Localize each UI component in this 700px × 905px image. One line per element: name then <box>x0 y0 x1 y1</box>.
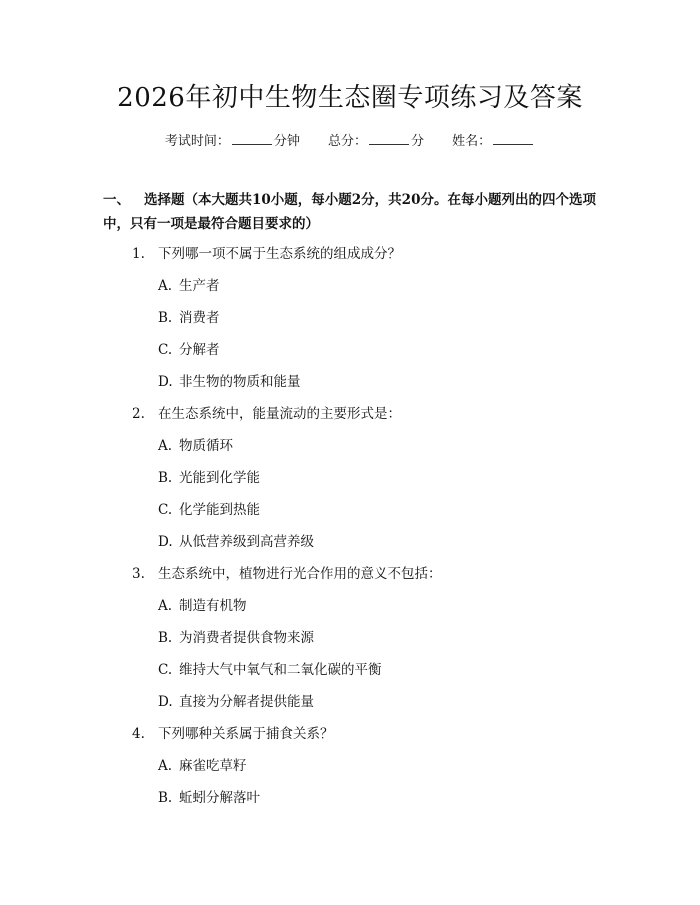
option-letter: A. <box>158 278 173 294</box>
option-a <box>0 430 700 462</box>
total-score-unit: 分 <box>411 134 425 149</box>
option-d <box>0 686 700 718</box>
option-letter: B. <box>158 310 173 326</box>
option-a <box>0 590 700 622</box>
option-letter: D. <box>158 534 173 550</box>
option-b <box>0 622 700 654</box>
option-letter: B. <box>158 630 173 646</box>
option-d <box>0 366 700 398</box>
question-number: 1. <box>132 246 145 262</box>
option-text: 分解者 <box>179 342 220 358</box>
question-3 <box>0 558 700 718</box>
total-score-blank <box>369 130 409 145</box>
question-stem <box>0 558 700 590</box>
question-stem <box>0 398 700 430</box>
question-number: 4. <box>132 726 145 742</box>
question-number: 3. <box>132 566 145 582</box>
option-a <box>0 270 700 302</box>
option-text: 制造有机物 <box>179 598 247 614</box>
option-text: 麻雀吃草籽 <box>179 758 247 774</box>
exam-meta <box>0 130 700 152</box>
option-text: 物质循环 <box>179 438 233 454</box>
exam-time-unit: 分钟 <box>273 134 300 149</box>
option-letter: C. <box>158 662 173 678</box>
option-text: 维持大气中氧气和二氧化碳的平衡 <box>179 662 382 678</box>
question-stem <box>0 718 700 750</box>
student-name-label: 姓名： <box>452 134 492 149</box>
section-heading <box>103 188 603 236</box>
section-text: 选择题（本大题共10小题，每小题2分，共20分。在每小题列出的四个选项中，只有一项是最符合题目要求的） <box>103 192 596 232</box>
total-score <box>328 130 424 152</box>
question-text: 下列哪种关系属于捕食关系？ <box>158 726 334 742</box>
option-text: 直接为分解者提供能量 <box>179 694 314 710</box>
option-letter: D. <box>158 694 173 710</box>
option-a <box>0 750 700 782</box>
option-b <box>0 462 700 494</box>
question-list <box>0 238 700 814</box>
option-c <box>0 334 700 366</box>
student-name <box>452 130 535 152</box>
option-text: 消费者 <box>179 310 220 326</box>
option-text: 生产者 <box>179 278 220 294</box>
option-c <box>0 494 700 526</box>
question-text: 在生态系统中，能量流动的主要形式是： <box>158 406 401 422</box>
option-d <box>0 526 700 558</box>
total-score-label: 总分： <box>327 134 367 149</box>
section-number: 一、 <box>103 192 130 208</box>
option-letter: A. <box>158 598 173 614</box>
option-b <box>0 302 700 334</box>
question-text: 生态系统中，植物进行光合作用的意义不包括： <box>158 566 442 582</box>
question-number: 2. <box>132 406 145 422</box>
exam-time-label: 考试时间： <box>164 134 230 149</box>
option-letter: C. <box>158 502 173 518</box>
option-letter: C. <box>158 342 173 358</box>
question-stem <box>0 238 700 270</box>
question-1 <box>0 238 700 398</box>
student-name-blank <box>493 130 533 145</box>
option-letter: A. <box>158 758 173 774</box>
option-b <box>0 782 700 814</box>
question-2 <box>0 398 700 558</box>
option-letter: A. <box>158 438 173 454</box>
page-title: 2026年初中生物生态圈专项练习及答案 <box>117 83 583 113</box>
option-text: 非生物的物质和能量 <box>179 374 301 390</box>
question-4 <box>0 718 700 814</box>
option-text: 为消费者提供食物来源 <box>179 630 314 646</box>
option-letter: B. <box>158 790 173 806</box>
option-c <box>0 654 700 686</box>
option-letter: B. <box>158 470 173 486</box>
exam-time <box>165 130 300 152</box>
option-letter: D. <box>158 374 173 390</box>
option-text: 从低营养级到高营养级 <box>179 534 314 550</box>
exam-time-blank <box>232 130 272 145</box>
option-text: 光能到化学能 <box>179 470 260 486</box>
option-text: 化学能到热能 <box>179 502 260 518</box>
option-text: 蚯蚓分解落叶 <box>179 790 260 806</box>
question-text: 下列哪一项不属于生态系统的组成成分？ <box>158 246 401 262</box>
